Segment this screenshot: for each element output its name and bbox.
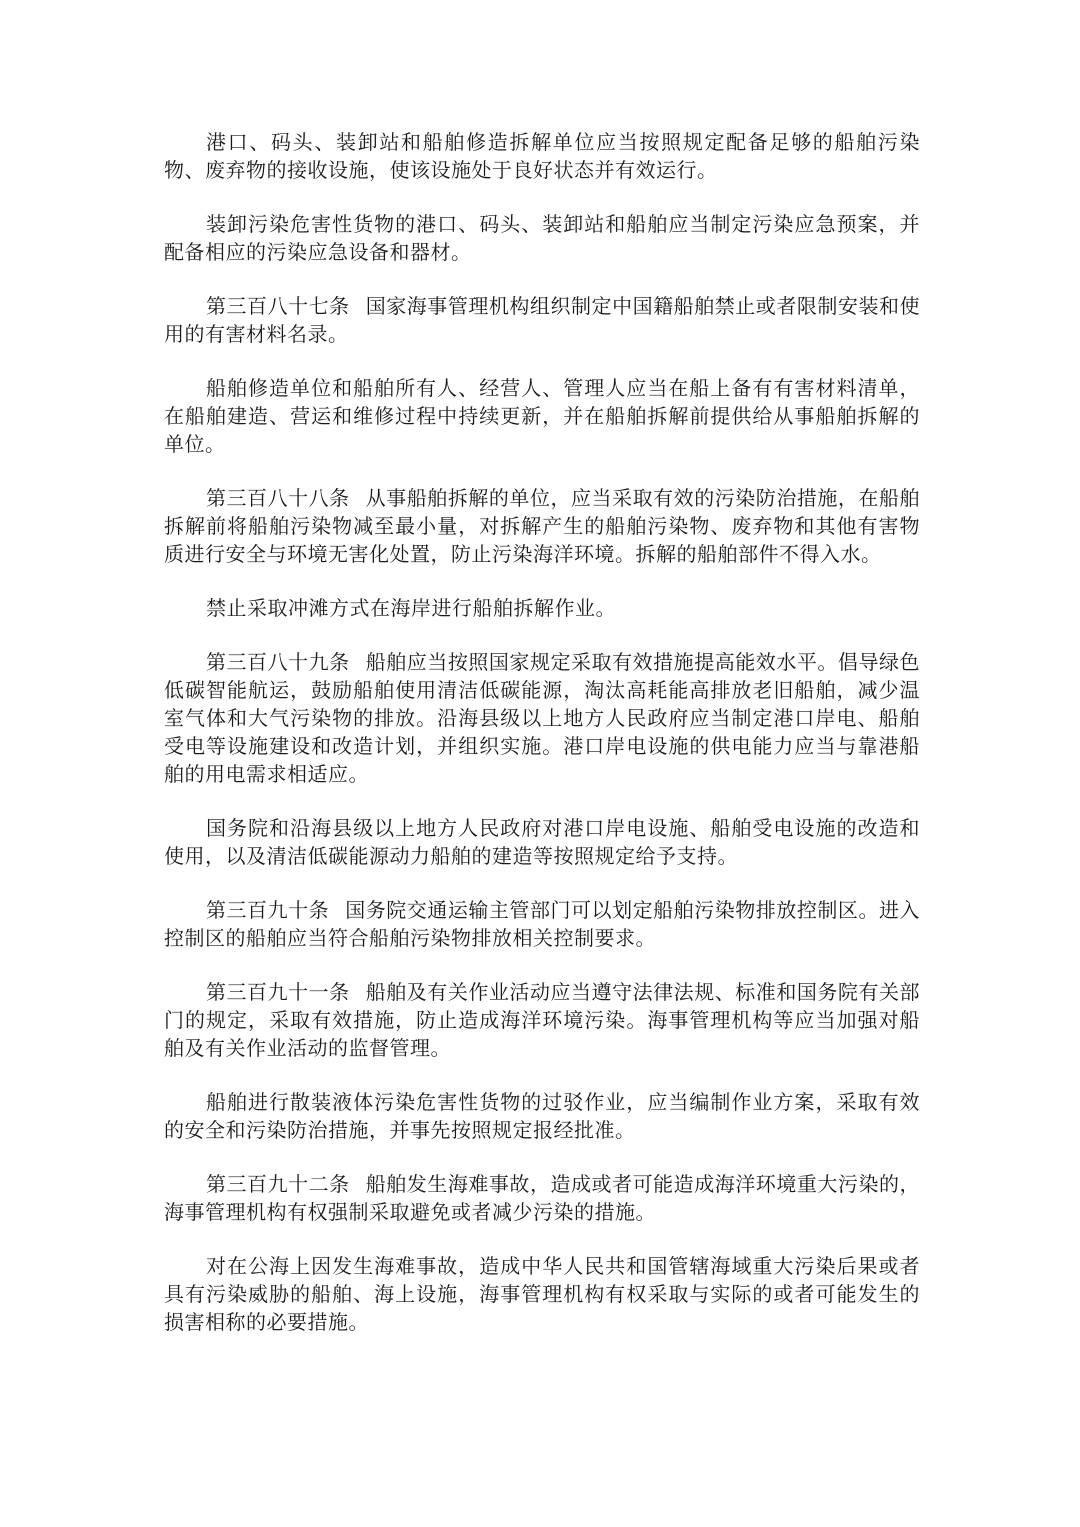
paragraph-text: 禁止采取冲滩方式在海岸进行船舶拆解作业。 xyxy=(206,596,616,620)
paragraph xyxy=(164,648,920,788)
paragraph xyxy=(164,896,920,952)
paragraph-text: 船舶进行散装液体污染危害性货物的过驳作业，应当编制作业方案，采取有效的安全和污染防治措施，并事先按照规定报经批准。 xyxy=(164,1090,920,1142)
paragraph-text: 船舶及有关作业活动应当遵守法律法规、标准和国务院有关部门的规定，采取有效措施，防止造成海洋环境污染。海事管理机构等应当加强对船舶及有关作业活动的监督管理。 xyxy=(164,980,921,1060)
paragraph xyxy=(164,594,920,622)
paragraph-text: 国务院交通运输主管部门可以划定船舶污染物排放控制区。进入控制区的船舶应当符合船舶污染物排放相关控制要求。 xyxy=(164,898,921,950)
document-page xyxy=(164,128,920,1362)
paragraph-text: 船舶应当按照国家规定采取有效措施提高能效水平。倡导绿色低碳智能航运，鼓励船舶使用清洁低碳能源，淘汰高耗能高排放老旧船舶，减少温室气体和大气污染物的排放。沿海县级以上地方人民政府应当制定港口岸电、船舶受电等设施建设和改造计划，并组织实施。港口岸电设施的供电能力应当与靠港船舶的用电需求相适应。 xyxy=(164,650,921,786)
paragraph xyxy=(164,1252,920,1336)
paragraph-text: 国务院和沿海县级以上地方人民政府对港口岸电设施、船舶受电设施的改造和使用，以及清洁低碳能源动力船舶的建造等按照规定给予支持。 xyxy=(164,816,920,868)
article-number: 第三百九十二条 xyxy=(206,1172,350,1196)
paragraph xyxy=(164,978,920,1062)
paragraph-text: 港口、码头、装卸站和船舶修造拆解单位应当按照规定配备足够的船舶污染物、废弃物的接收设施，使该设施处于良好状态并有效运行。 xyxy=(164,130,920,182)
paragraph-text: 对在公海上因发生海难事故，造成中华人民共和国管辖海域重大污染后果或者具有污染威胁的船舶、海上设施，海事管理机构有权采取与实际的或者可能发生的损害相称的必要措施。 xyxy=(164,1254,920,1334)
paragraph-text: 国家海事管理机构组织制定中国籍船舶禁止或者限制安装和使用的有害材料名录。 xyxy=(164,294,921,346)
paragraph-text: 装卸污染危害性货物的港口、码头、装卸站和船舶应当制定污染应急预案，并配备相应的污染应急设备和器材。 xyxy=(164,212,920,264)
article-number: 第三百八十九条 xyxy=(206,650,350,674)
article-number: 第三百九十一条 xyxy=(206,980,350,1004)
paragraph xyxy=(164,292,920,348)
paragraph-text: 船舶修造单位和船舶所有人、经营人、管理人应当在船上备有有害材料清单，在船舶建造、营运和维修过程中持续更新，并在船舶拆解前提供给从事船舶拆解的单位。 xyxy=(164,376,920,456)
paragraph xyxy=(164,484,920,568)
article-number: 第三百八十八条 xyxy=(206,486,350,510)
paragraph xyxy=(164,814,920,870)
paragraph xyxy=(164,210,920,266)
paragraph xyxy=(164,1170,920,1226)
paragraph xyxy=(164,1088,920,1144)
article-number: 第三百八十七条 xyxy=(206,294,350,318)
paragraph-text: 船舶发生海难事故，造成或者可能造成海洋环境重大污染的，海事管理机构有权强制采取避免或者减少污染的措施。 xyxy=(164,1172,921,1224)
paragraph xyxy=(164,128,920,184)
paragraph xyxy=(164,374,920,458)
article-number: 第三百九十条 xyxy=(206,898,330,922)
paragraph-text: 从事船舶拆解的单位，应当采取有效的污染防治措施，在船舶拆解前将船舶污染物减至最小量，对拆解产生的船舶污染物、废弃物和其他有害物质进行安全与环境无害化处置，防止污染海洋环境。拆解的船舶部件不得入水。 xyxy=(164,486,921,566)
